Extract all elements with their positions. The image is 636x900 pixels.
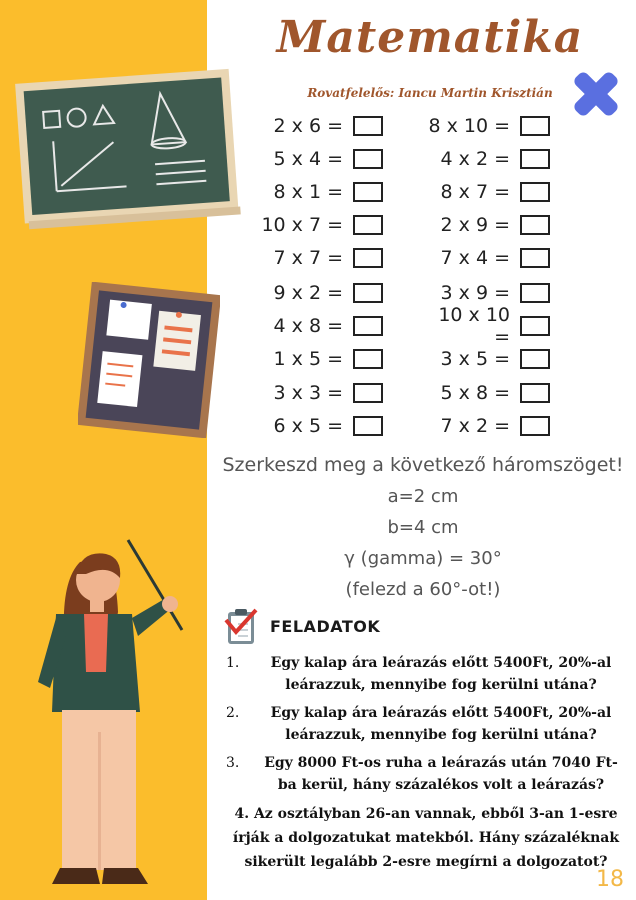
mult-right-5: 7 x 4 =	[418, 245, 550, 271]
triangle-construction	[210, 450, 636, 605]
side-a: a=2 cm	[387, 486, 459, 507]
answer-box[interactable]	[353, 149, 383, 169]
mult-left-4: 10 x 7 =	[251, 212, 383, 238]
x-icon	[566, 64, 626, 124]
teacher-illustration	[20, 532, 200, 894]
task-item: 3. Egy 8000 Ft-os ruha a leárazás után 7040 Ft-ba kerül, hány százalékos volt a leárazás?	[226, 755, 618, 793]
answer-box[interactable]	[353, 182, 383, 202]
tasks-title: FELADATOK	[270, 616, 381, 636]
mult-right-2: 4 x 2 =	[418, 146, 550, 172]
task-item-4: 4. Az osztályban 26-an vannak, ebből 3-an 1-esre írják a dolgozatukat matekból. Hány százaléknak sikerült legalább 2-esre megírni a dolgozatot?	[232, 806, 620, 870]
mult-left-6: 9 x 2 =	[251, 280, 383, 306]
answer-box[interactable]	[520, 182, 550, 202]
mult-right-7: 10 x 10 =	[418, 313, 550, 339]
mult-right-3: 8 x 7 =	[418, 179, 550, 205]
mult-right-8: 3 x 5 =	[418, 346, 550, 372]
mult-right-1: 8 x 10 =	[418, 113, 550, 139]
answer-box[interactable]	[353, 283, 383, 303]
answer-box[interactable]	[520, 383, 550, 403]
mult-left-5: 7 x 7 =	[251, 245, 383, 271]
mult-right-4: 2 x 9 =	[418, 212, 550, 238]
mult-left-1: 2 x 6 =	[251, 113, 383, 139]
answer-box[interactable]	[353, 248, 383, 268]
mult-left-8: 1 x 5 =	[251, 346, 383, 372]
answer-box[interactable]	[353, 316, 383, 336]
tasks-header	[222, 606, 380, 646]
answer-box[interactable]	[353, 215, 383, 235]
answer-box[interactable]	[520, 349, 550, 369]
page-number: 18	[596, 867, 624, 892]
page-title: Matematika	[276, 12, 584, 63]
mult-left-2: 5 x 4 =	[251, 146, 383, 172]
answer-box[interactable]	[520, 215, 550, 235]
mult-left-10: 6 x 5 =	[251, 413, 383, 439]
mult-left-3: 8 x 1 =	[251, 179, 383, 205]
tasks-list	[226, 652, 626, 874]
angle-gamma: γ (gamma) = 30°	[344, 548, 502, 569]
answer-box[interactable]	[353, 349, 383, 369]
answer-box[interactable]	[520, 416, 550, 436]
answer-box[interactable]	[520, 149, 550, 169]
construction-hint: (felezd a 60°-ot!)	[345, 579, 501, 600]
answer-box[interactable]	[353, 416, 383, 436]
task-item: 2. Egy kalap ára leárazás előtt 5400Ft, 20%-al leárazzuk, mennyibe fog kerülni utána?	[226, 705, 612, 743]
answer-box[interactable]	[520, 248, 550, 268]
answer-box[interactable]	[520, 116, 550, 136]
answer-box[interactable]	[353, 383, 383, 403]
mult-right-6: 3 x 9 =	[418, 280, 550, 306]
page-subtitle: Rovatfelelős: Iancu Martin Krisztián	[307, 86, 553, 100]
mult-right-10: 7 x 2 =	[418, 413, 550, 439]
answer-box[interactable]	[520, 316, 550, 336]
mult-left-9: 3 x 3 =	[251, 380, 383, 406]
clipboard-check-icon	[222, 606, 262, 646]
mult-left-7: 4 x 8 =	[251, 313, 383, 339]
construction-title: Szerkeszd meg a következő háromszöget!	[222, 454, 624, 476]
answer-box[interactable]	[353, 116, 383, 136]
side-b: b=4 cm	[387, 517, 459, 538]
mult-right-9: 5 x 8 =	[418, 380, 550, 406]
answer-box[interactable]	[520, 283, 550, 303]
task-item: 1. Egy kalap ára leárazás előtt 5400Ft, 20%-al leárazzuk, mennyibe fog kerülni utána?	[226, 655, 612, 693]
chalkboard-icon	[14, 66, 246, 234]
pinboard-icon	[78, 282, 220, 438]
